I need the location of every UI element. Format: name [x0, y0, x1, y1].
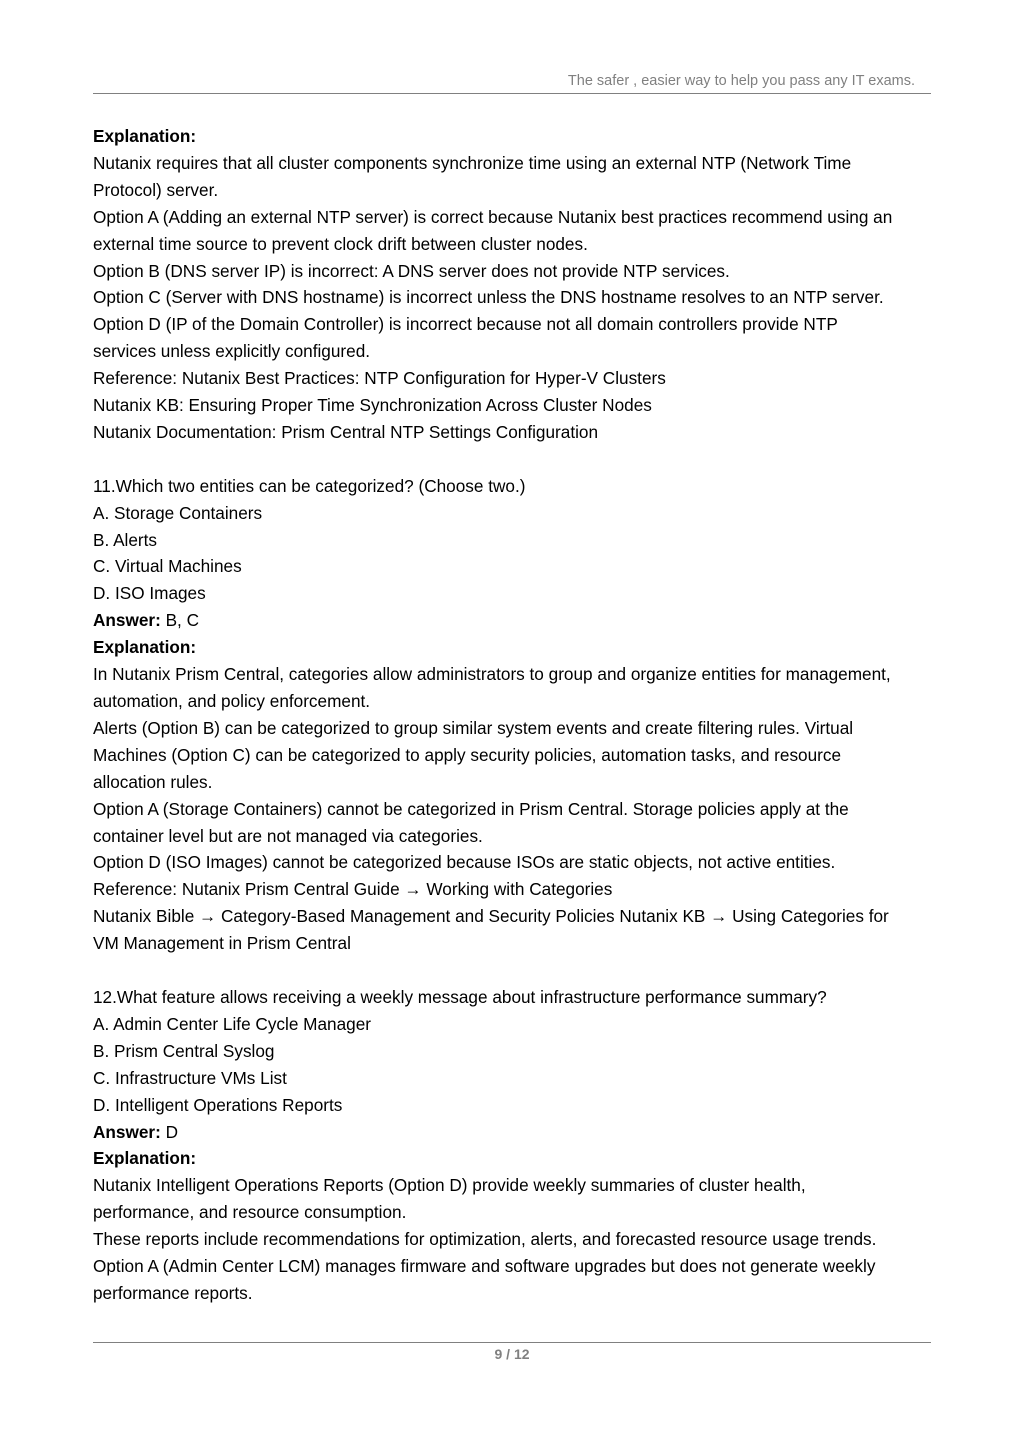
q12-explanation-line: These reports include recommendations for optimization, alerts, and forecasted resource usage trends. [93, 1229, 877, 1250]
q10-explanation-line: external time source to prevent clock drift between cluster nodes. [93, 233, 588, 254]
q11-explanation-label: Explanation: [93, 637, 197, 658]
q12-option-b: B. Prism Central Syslog [93, 1040, 275, 1061]
q12-option-d: D. Intelligent Operations Reports [93, 1094, 343, 1115]
q10-reference-line: Nutanix Documentation: Prism Central NTP Settings Configuration [93, 421, 599, 442]
q11-explanation-line: In Nutanix Prism Central, categories allow administrators to group and organize entities for management, [93, 664, 891, 685]
q10-explanation-label: Explanation: [93, 126, 197, 146]
q12-explanation-label: Explanation: [93, 1148, 197, 1169]
q10-explanation-line: Option B (DNS server IP) is incorrect: A DNS server does not provide NTP services. [93, 260, 730, 281]
q10-reference-line: Reference: Nutanix Best Practices: NTP Configuration for Hyper-V Clusters [93, 368, 666, 389]
q11-question: 11.Which two entities can be categorized? (Choose two.) [93, 475, 526, 496]
q11-explanation-line: Option A (Storage Containers) cannot be categorized in Prism Central. Storage policies apply at the [93, 798, 849, 819]
spacer [93, 957, 933, 984]
q11-answer [93, 607, 933, 634]
footer-divider [93, 1342, 931, 1343]
q10-reference-line: Nutanix KB: Ensuring Proper Time Synchronization Across Cluster Nodes [93, 395, 652, 416]
q10-explanation-line: Option D (IP of the Domain Controller) is incorrect because not all domain controllers provide NTP [93, 314, 838, 335]
q12-option-c: C. Infrastructure VMs List [93, 1067, 287, 1088]
q11-reference-line: Nutanix Bible → Category-Based Management and Security Policies Nutanix KB → Using Categories for [93, 906, 889, 927]
q11-explanation-line: Option D (ISO Images) cannot be categorized because ISOs are static objects, not active entities. [93, 852, 836, 873]
q12-answer [93, 1119, 933, 1146]
q11-option-b: B. Alerts [93, 529, 157, 550]
q12-explanation-line: performance, and resource consumption. [93, 1202, 407, 1223]
q11-option-d: D. ISO Images [93, 583, 206, 604]
q12-answer-label: Answer: [93, 1121, 161, 1142]
q10-explanation-line: services unless explicitly configured. [93, 341, 371, 362]
q11-explanation-line: container level but are not managed via categories. [93, 825, 483, 846]
q11-reference-line: Reference: Nutanix Prism Central Guide → Working with Categories [93, 879, 613, 900]
q10-explanation-line: Protocol) server. [93, 179, 219, 200]
q10-explanation-line: Nutanix requires that all cluster components synchronize time using an external NTP (Network Time [93, 152, 852, 173]
q11-option-a: A. Storage Containers [93, 502, 263, 523]
q12-explanation-line: Option A (Admin Center LCM) manages firmware and software upgrades but does not generate weekly [93, 1256, 876, 1277]
q11-reference-line: VM Management in Prism Central [93, 933, 351, 954]
header-tagline: The safer , easier way to help you pass any IT exams. [567, 73, 915, 89]
header-divider [93, 93, 931, 94]
page-content [93, 123, 933, 1307]
q12-answer-value: D [160, 1121, 178, 1142]
page-number: 9 / 12 [494, 1346, 530, 1362]
q10-explanation-line: Option A (Adding an external NTP server) is correct because Nutanix best practices recommend using an [93, 206, 893, 227]
q11-explanation-line: allocation rules. [93, 771, 213, 792]
q11-answer-label: Answer: [93, 610, 161, 631]
q12-explanation-line: performance reports. [93, 1282, 253, 1303]
q11-answer-value: B, C [160, 610, 200, 631]
q11-explanation-line: automation, and policy enforcement. [93, 691, 371, 712]
q11-option-c: C. Virtual Machines [93, 556, 242, 577]
q12-question: 12.What feature allows receiving a weekly message about infrastructure performance summary? [93, 986, 827, 1007]
spacer [93, 446, 933, 473]
q12-option-a: A. Admin Center Life Cycle Manager [93, 1013, 371, 1034]
q10-explanation-line: Option C (Server with DNS hostname) is incorrect unless the DNS hostname resolves to an NTP server. [93, 287, 884, 308]
q11-explanation-line: Alerts (Option B) can be categorized to group similar system events and create filtering rules. Virtual [93, 717, 854, 738]
q12-explanation-line: Nutanix Intelligent Operations Reports (Option D) provide weekly summaries of cluster health, [93, 1175, 806, 1196]
q11-explanation-line: Machines (Option C) can be categorized to apply security policies, automation tasks, and resource [93, 744, 842, 765]
